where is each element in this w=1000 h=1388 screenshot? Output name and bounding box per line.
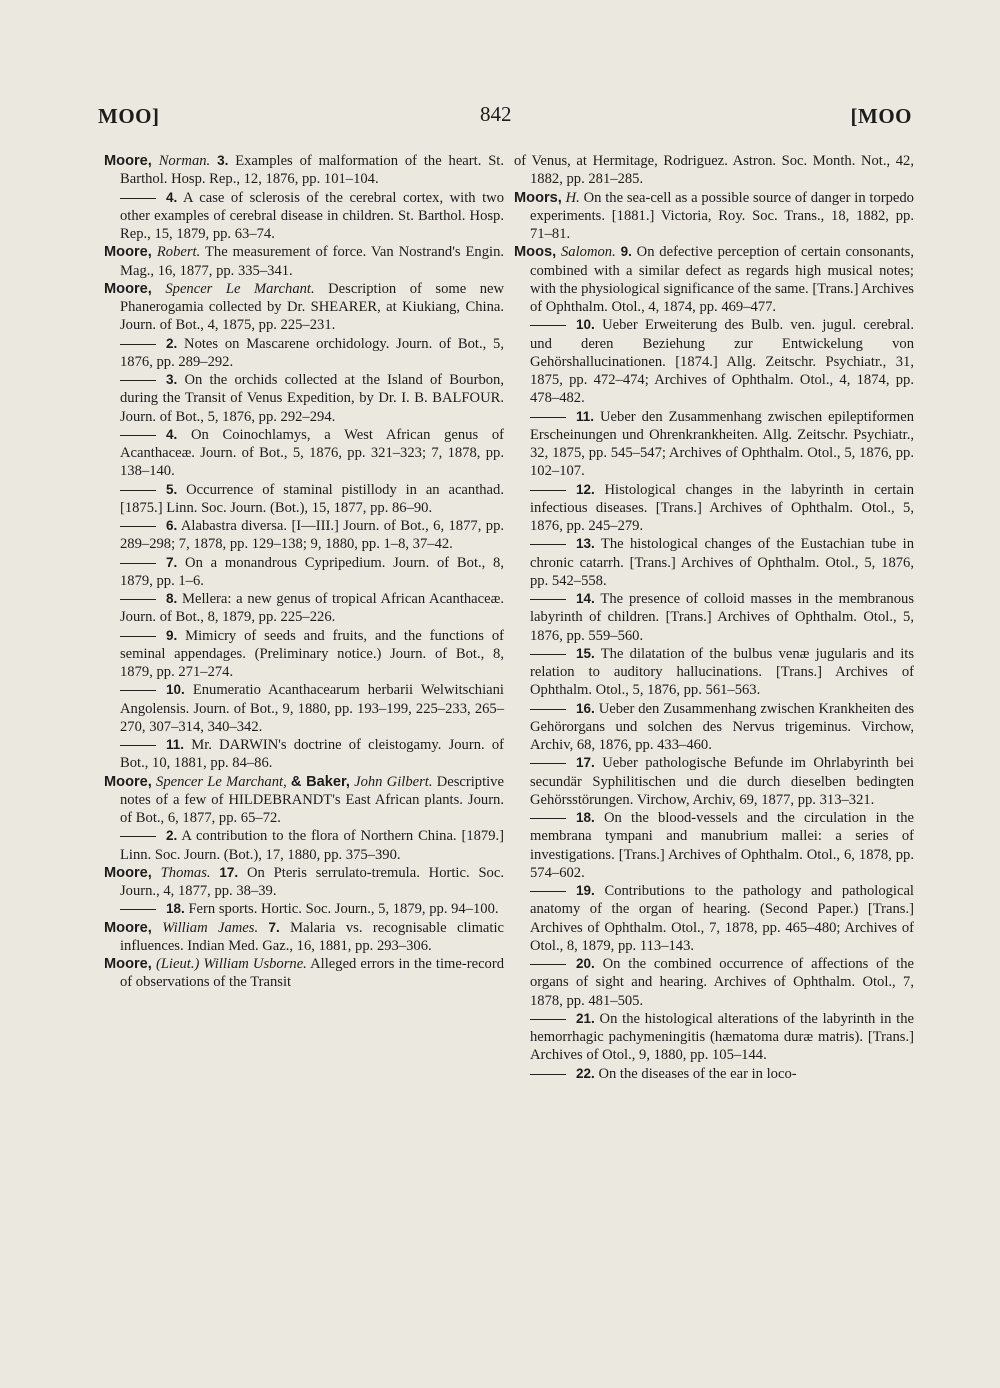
- entry-text: On defective perception of certain consonants, combined with a similar defect as regards high musical notes; with the physiological significance of the same. [Trans.] Archives of Ophthalm. Otol., 4, 1874, pp. 469–477.: [530, 244, 915, 315]
- entry-text: Contributions to the pathology and pathological anatomy of the organ of hearing. (Second Paper.) [Trans.] Archives of Ophthalm. Otol., 7, 1878, pp. 465–480; Archives of Otol., 8, 1879, pp. 113–143.: [530, 883, 914, 954]
- author-surname: Moore,: [104, 864, 152, 881]
- bibliography-entry: [104, 371, 504, 426]
- ditto-rule: [120, 563, 156, 564]
- entry-text: Histological changes in the labyrinth in certain infectious diseases. [Trans.] Archives of Ophthalm. Otol., 5, 1876, pp. 245–279.: [530, 481, 914, 534]
- entry-text: Occurrence of staminal pistillody in an acanthad. [1875.] Linn. Soc. Journ. (Bot.), 15, 1877, pp. 86–90.: [120, 481, 504, 516]
- bibliography-entry: [104, 243, 504, 280]
- entry-text: On the blood-vessels and the circulation in the membrana tympani and manubrium mallei: a series of investigations. [Trans.] Archives of Ophthalm. Otol., 6, 1878, pp. 574–602.: [530, 810, 914, 881]
- ditto-rule: [120, 909, 156, 910]
- coauthor-given-name: John Gilbert.: [354, 773, 433, 790]
- bibliography-entry: [104, 919, 504, 956]
- entry-number: 9.: [166, 627, 178, 643]
- entry-number: 15.: [576, 645, 595, 661]
- entry-number: 3.: [217, 153, 229, 168]
- ditto-rule: [530, 1019, 566, 1020]
- author-given-name: Salomon.: [561, 244, 616, 261]
- bibliography-entry: [514, 1065, 914, 1083]
- entry-number: 8.: [166, 591, 178, 606]
- entry-number: 12.: [576, 481, 595, 497]
- author-surname: Moos,: [514, 244, 557, 261]
- ditto-rule: [530, 891, 566, 892]
- bibliography-entry: [514, 809, 914, 882]
- ditto-rule: [530, 709, 566, 710]
- entry-text: On the sea-cell as a possible source of danger in torpedo experiments. [1881.] Victoria, Roy. Soc. Trans., 18, 1882, pp. 71–81.: [530, 189, 914, 242]
- entry-number: 17.: [219, 864, 239, 880]
- entry-number: 20.: [576, 956, 595, 971]
- entry-number: 10.: [576, 317, 595, 333]
- entry-text: On a monandrous Cypripedium. Journ. of Bot., 8, 1879, pp. 1–6.: [120, 554, 504, 589]
- ditto-rule: [120, 380, 156, 381]
- ditto-rule: [530, 544, 566, 545]
- author-given-name: Robert.: [156, 244, 201, 261]
- entry-number: 19.: [576, 883, 595, 898]
- bibliography-entry: [104, 736, 504, 773]
- entry-text: Ueber pathologische Befunde im Ohrlabyrinth bei secundär Syphilitischen und die durch dieselben bedingten Gehörsstörungen. Virchow, Archiv, 69, 1877, pp. 313–321.: [530, 755, 914, 808]
- entry-text: On Pteris serrulato-tremula. Hortic. Soc. Journ., 4, 1877, pp. 38–39.: [120, 864, 504, 899]
- entry-text: Ueber Erweiterung des Bulb. ven. jugul. cerebral. und deren Beziehung zur Entwickelung von Gehörshallucinationen. [1874.] Allg. Zeitschr. Psychiatr., 31, 1875, pp. 472–474; Archives of Ophthalm. Otol., 4, 1874, pp. 478–482.: [530, 317, 914, 407]
- entry-text: A contribution to the flora of Northern China. [1879.] Linn. Soc. Journ. (Bot.), 17, 1880, pp. 375–390.: [120, 828, 505, 863]
- entry-text: On the combined occurrence of affections of the organs of sight and hearing. Archives of Ophthalm. Otol., 7, 1878, pp. 481–505.: [530, 956, 914, 1009]
- ditto-rule: [530, 818, 566, 819]
- ditto-rule: [530, 964, 566, 965]
- page-number: 842: [480, 102, 512, 126]
- entry-number: 2.: [166, 828, 178, 844]
- ditto-rule: [530, 490, 566, 491]
- entry-text: Mimicry of seeds and fruits, and the functions of seminal appendages. (Preliminary notice.) Journ. of Bot., 8, 1879, pp. 271–274.: [120, 627, 504, 680]
- bibliography-entry: [104, 335, 504, 372]
- bibliography-entry: [514, 590, 914, 645]
- author-surname: Moore,: [104, 956, 152, 972]
- entry-number: 4.: [166, 189, 178, 205]
- author-surname: Moore,: [104, 244, 152, 261]
- bibliography-entry: [514, 481, 914, 536]
- entry-number: 6.: [166, 518, 178, 533]
- entry-number: 11.: [576, 408, 595, 424]
- entry-number: 4.: [166, 426, 178, 442]
- ditto-rule: [530, 763, 566, 764]
- entry-number: 21.: [576, 1010, 595, 1026]
- entry-number: 7.: [268, 919, 280, 935]
- author-surname: Moore,: [104, 919, 152, 936]
- ditto-rule: [530, 654, 566, 655]
- bibliography-entry: [104, 554, 504, 591]
- bibliography-entry: [514, 955, 914, 1010]
- entry-text: Alabastra diversa. [I—III.] Journ. of Bot., 6, 1877, pp. 289–298; 7, 1878, pp. 129–138; 9, 1880, pp. 1–8, 37–42.: [120, 518, 505, 553]
- ditto-rule: [120, 745, 156, 746]
- entry-text: Mellera: a new genus of tropical African Acanthaceæ. Journ. of Bot., 8, 1879, pp. 225–226.: [120, 591, 504, 626]
- bibliography-entry: [104, 827, 504, 864]
- ditto-rule: [120, 599, 156, 600]
- entry-text: Ueber den Zusammenhang zwischen Krankheiten des Gehörorgans und solchen des Nervus trigeminus. Virchow, Archiv, 68, 1876, pp. 433–460.: [530, 700, 914, 753]
- entry-text: The histological changes of the Eustachian tube in chronic catarrh. [Trans.] Archives of Ophthalm. Otol., 5, 1876, pp. 542–558.: [530, 536, 914, 589]
- bibliography-entry: [104, 280, 504, 335]
- ditto-rule: [530, 599, 566, 600]
- author-surname: Moors,: [514, 189, 562, 206]
- bibliography-entry: [514, 408, 914, 481]
- entry-text: Mr. DARWIN's doctrine of cleistogamy. Journ. of Bot., 10, 1881, pp. 84–86.: [120, 737, 504, 772]
- coauthor-surname: & Baker,: [290, 773, 350, 790]
- author-surname: Moore,: [104, 773, 152, 790]
- entry-number: 10.: [166, 682, 185, 698]
- author-given-name: H.: [565, 189, 580, 206]
- entry-text: Fern sports. Hortic. Soc. Journ., 5, 1879, pp. 94–100.: [188, 901, 499, 918]
- bibliography-entry: [104, 189, 504, 244]
- entry-text: The dilatation of the bulbus venæ jugularis and its relation to auditory hallucinations. [Trans.] Archives of Ophthalm. Otol., 5, 1876, pp. 561–563.: [530, 645, 914, 699]
- ditto-rule: [120, 344, 156, 345]
- bibliography-entry: [104, 481, 504, 518]
- header-right: [MOO: [850, 104, 912, 128]
- bibliography-entry: [514, 152, 914, 189]
- bibliography-entry: [104, 152, 504, 189]
- ditto-rule: [530, 325, 566, 326]
- ditto-rule: [120, 526, 156, 527]
- bibliography-entry: [104, 627, 504, 682]
- entry-number: 16.: [576, 700, 595, 716]
- author-given-name: Thomas.: [160, 864, 211, 881]
- author-given-name: William James.: [162, 919, 259, 936]
- entry-text: A case of sclerosis of the cerebral cortex, with two other examples of cerebral disease in children. St. Barthol. Hosp. Rep., 15, 1879, pp. 63–74.: [120, 189, 504, 242]
- ditto-rule: [120, 435, 156, 436]
- header-left: MOO]: [98, 104, 160, 128]
- bibliography-entry: [514, 754, 914, 809]
- ditto-rule: [120, 636, 156, 637]
- page-header: [98, 98, 912, 138]
- bibliography-entry: [514, 700, 914, 755]
- ditto-rule: [120, 690, 156, 691]
- ditto-rule: [120, 198, 156, 199]
- entry-text: Enumeratio Acanthacearum herbarii Welwitschiani Angolensis. Journ. of Bot., 9, 1880, pp. 193–199, 225–233, 265–270, 307–314, 340–342.: [120, 682, 504, 735]
- bibliography-entry: [514, 189, 914, 244]
- entry-text: Description of some new Phanerogamia collected by Dr. SHEARER, at Kiukiang, China. Journ. of Bot., 4, 1875, pp. 225–231.: [120, 280, 505, 334]
- bibliography-entry: [104, 955, 504, 992]
- entry-text: Ueber den Zusammenhang zwischen epileptiformen Erscheinungen und Ohrenkrankheiten. Allg. Zeitschr. Psychiatr., 32, 1875, pp. 545–547; Archives of Ophthalm. Otol., 5, 1876, pp. 102–107.: [530, 408, 914, 480]
- entry-text: The presence of colloid masses in the membranous labyrinth of children. [Trans.] Archives of Ophthalm. Otol., 5, 1876, pp. 559–560.: [530, 591, 914, 644]
- bibliography-entry: [104, 426, 504, 481]
- entry-number: 17.: [576, 755, 595, 771]
- entry-number: 5.: [166, 481, 178, 497]
- entry-text: The measurement of force. Van Nostrand's Engin. Mag., 16, 1877, pp. 335–341.: [120, 244, 505, 279]
- entry-text: On the diseases of the ear in loco-: [598, 1065, 797, 1082]
- entry-number: 3.: [166, 372, 178, 387]
- entry-text: Malaria vs. recognisable climatic influences. Indian Med. Gaz., 16, 1881, pp. 293–306.: [120, 919, 504, 954]
- entry-number: 13.: [576, 536, 595, 552]
- right-column: [514, 152, 914, 1083]
- entry-text: of Venus, at Hermitage, Rodriguez. Astron. Soc. Month. Not., 42, 1882, pp. 281–285.: [514, 153, 914, 188]
- entry-text: Examples of malformation of the heart. St. Barthol. Hosp. Rep., 12, 1876, pp. 101–104.: [120, 153, 505, 188]
- ditto-rule: [530, 1074, 566, 1075]
- entry-number: 22.: [576, 1065, 595, 1081]
- entry-text: Alleged errors in the time-record of observations of the Transit: [120, 956, 504, 991]
- author-given-name: (Lieut.) William Usborne.: [155, 956, 307, 972]
- ditto-rule: [120, 836, 156, 837]
- author-surname: Moore,: [104, 153, 152, 169]
- entry-number: 9.: [620, 244, 632, 260]
- entry-number: 14.: [576, 591, 595, 606]
- bibliography-entry: [104, 900, 504, 918]
- entry-text: Notes on Mascarene orchidology. Journ. of Bot., 5, 1876, pp. 289–292.: [120, 335, 504, 370]
- entry-number: 7.: [166, 554, 178, 570]
- author-surname: Moore,: [104, 280, 152, 297]
- bibliography-entry: [514, 882, 914, 955]
- ditto-rule: [530, 417, 566, 418]
- left-column: [104, 152, 504, 992]
- entry-number: 18.: [576, 810, 595, 825]
- bibliography-entry: [104, 864, 504, 901]
- entry-number: 2.: [166, 335, 178, 351]
- bibliography-entry: [104, 681, 504, 736]
- bibliography-entry: [514, 1010, 914, 1065]
- author-given-name: Spencer Le Marchant.: [165, 280, 315, 297]
- bibliography-entry: [104, 517, 504, 554]
- bibliography-entry: [514, 535, 914, 590]
- author-given-name: Norman.: [158, 153, 211, 169]
- author-given-name: Spencer Le Marchant,: [156, 773, 287, 790]
- entry-number: 11.: [166, 737, 185, 752]
- entry-number: 18.: [166, 901, 185, 917]
- entry-text: On Coinochlamys, a West African genus of Acanthaceæ. Journ. of Bot., 5, 1876, pp. 321–323; 7, 1878, pp. 138–140.: [120, 426, 505, 480]
- bibliography-entry: [104, 590, 504, 627]
- bibliography-entry: [514, 645, 914, 700]
- bibliography-entry: [514, 316, 914, 407]
- bibliography-entry: [514, 243, 914, 316]
- ditto-rule: [120, 490, 156, 491]
- entry-text: On the orchids collected at the Island of Bourbon, during the Transit of Venus Expedition, by Dr. I. B. BALFOUR. Journ. of Bot., 5, 1876, pp. 292–294.: [120, 372, 504, 425]
- bibliography-entry: [104, 773, 504, 828]
- entry-text: On the histological alterations of the labyrinth in the hemorrhagic pachymeningitis (hæmatoma duræ matris). [Trans.] Archives of Otol., 9, 1880, pp. 105–144.: [530, 1010, 914, 1064]
- entry-text: Descriptive notes of a few of HILDEBRANDT's East African plants. Journ. of Bot., 6, 1877, pp. 65–72.: [120, 773, 504, 826]
